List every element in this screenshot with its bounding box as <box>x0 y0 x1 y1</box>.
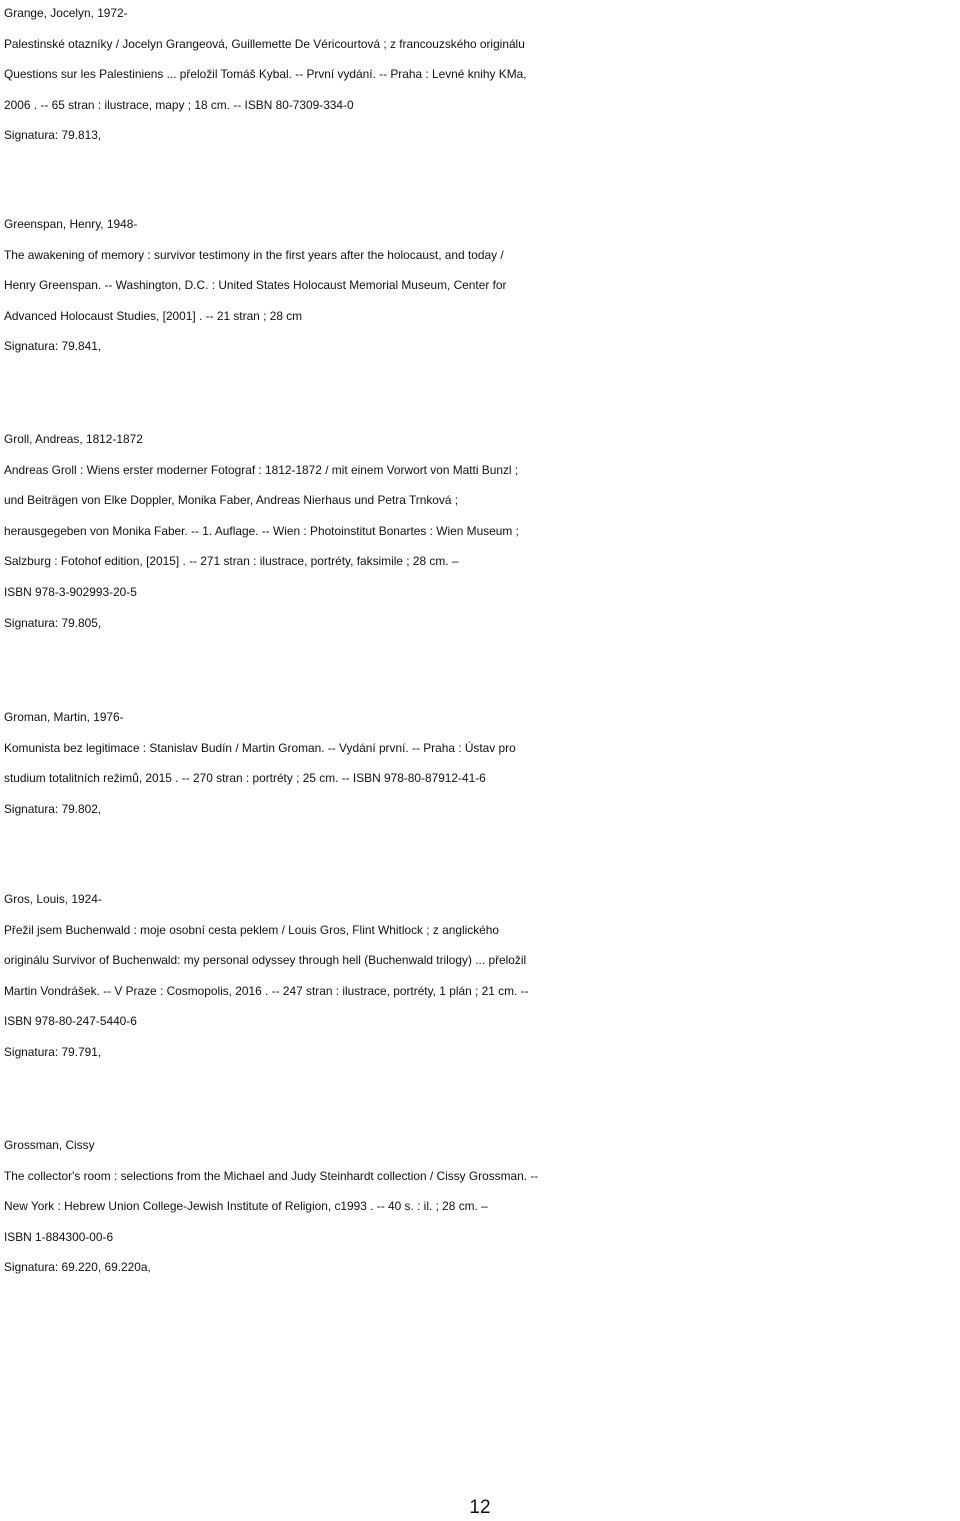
entry-description-line: New York : Hebrew Union College-Jewish Institute of Religion, c1993 . -- 40 s. : il. ; 28 cm. – <box>4 1199 488 1214</box>
entry-description-line: und Beiträgen von Elke Doppler, Monika Faber, Andreas Nierhaus und Petra Trnková ; <box>4 493 459 508</box>
entry-description-line: Martin Vondrášek. -- V Praze : Cosmopolis, 2016 . -- 247 stran : ilustrace, portréty, 1 plán ; 21 cm. -- <box>4 983 529 998</box>
entry-heading: Groll, Andreas, 1812-1872 <box>4 432 143 446</box>
entry-description-line: ISBN 978-3-902993-20-5 <box>4 584 137 599</box>
catalog-entry <box>4 424 960 638</box>
catalog-entry <box>4 0 960 151</box>
entry-description-line: Andreas Groll : Wiens erster moderner Fotograf : 1812-1872 / mit einem Vorwort von Matti Bunzl ; <box>4 462 519 477</box>
entry-description-line: 2006 . -- 65 stran : ilustrace, mapy ; 18 cm. -- ISBN 80-7309-334-0 <box>4 97 354 112</box>
entry-heading: Grossman, Cissy <box>4 1138 95 1152</box>
entry-description-line: Salzburg : Fotohof edition, [2015] . -- 271 stran : ilustrace, portréty, faksimile ; 28 cm. – <box>4 554 459 569</box>
entry-signature: Signatura: 79.813, <box>4 128 102 143</box>
entry-signature: Signatura: 79.805, <box>4 615 102 630</box>
entry-description-line: originálu Survivor of Buchenwald: my personal odyssey through hell (Buchenwald trilogy) ... přeložil <box>4 953 527 968</box>
entry-description-line: ISBN 1-884300-00-6 <box>4 1229 114 1244</box>
entry-heading: Gros, Louis, 1924- <box>4 892 102 906</box>
entry-signature: Signatura: 69.220, 69.220a, <box>4 1260 151 1275</box>
catalog-entry <box>4 884 960 1068</box>
entry-description-line: ISBN 978-80-247-5440-6 <box>4 1014 137 1029</box>
entry-signature: Signatura: 79.841, <box>4 339 102 354</box>
entry-heading: Greenspan, Henry, 1948- <box>4 217 138 231</box>
entry-description-line: studium totalitních režimů, 2015 . -- 270 stran : portréty ; 25 cm. -- ISBN 978-80-87912-41-6 <box>4 771 486 786</box>
entry-description-line: The awakening of memory : survivor testimony in the first years after the holocaust, and today / <box>4 247 504 262</box>
entry-signature: Signatura: 79.802, <box>4 801 102 816</box>
catalog-entry <box>4 209 960 362</box>
entry-description-line: Questions sur les Palestiniens ... přeložil Tomáš Kybal. -- První vydání. -- Praha : Levné knihy KMa, <box>4 67 527 82</box>
page-number: 12 <box>469 1497 491 1518</box>
entry-description-line: Advanced Holocaust Studies, [2001] . -- 21 stran ; 28 cm <box>4 308 303 323</box>
entry-description-line: Přežil jsem Buchenwald : moje osobní cesta peklem / Louis Gros, Flint Whitlock ; z anglického <box>4 922 499 937</box>
entry-description-line: Henry Greenspan. -- Washington, D.C. : United States Holocaust Memorial Museum, Center for <box>4 278 507 293</box>
entry-heading: Grange, Jocelyn, 1972- <box>4 6 128 20</box>
catalog-entry <box>4 702 960 824</box>
entry-signature: Signatura: 79.791, <box>4 1044 102 1059</box>
entry-description-line: Palestinské otazníky / Jocelyn Grangeová, Guillemette De Véricourtová ; z francouzského originálu <box>4 36 525 51</box>
entry-description-line: The collector's room : selections from the Michael and Judy Steinhardt collection / Cissy Grossman. -- <box>4 1168 539 1183</box>
entry-heading: Groman, Martin, 1976- <box>4 710 124 724</box>
catalog-entry <box>4 1130 960 1283</box>
entry-description-line: herausgegeben von Monika Faber. -- 1. Auflage. -- Wien : Photoinstitut Bonartes : Wien Museum ; <box>4 523 519 538</box>
entry-description-line: Komunista bez legitimace : Stanislav Budín / Martin Groman. -- Vydání první. -- Praha : Ústav pro <box>4 740 516 755</box>
